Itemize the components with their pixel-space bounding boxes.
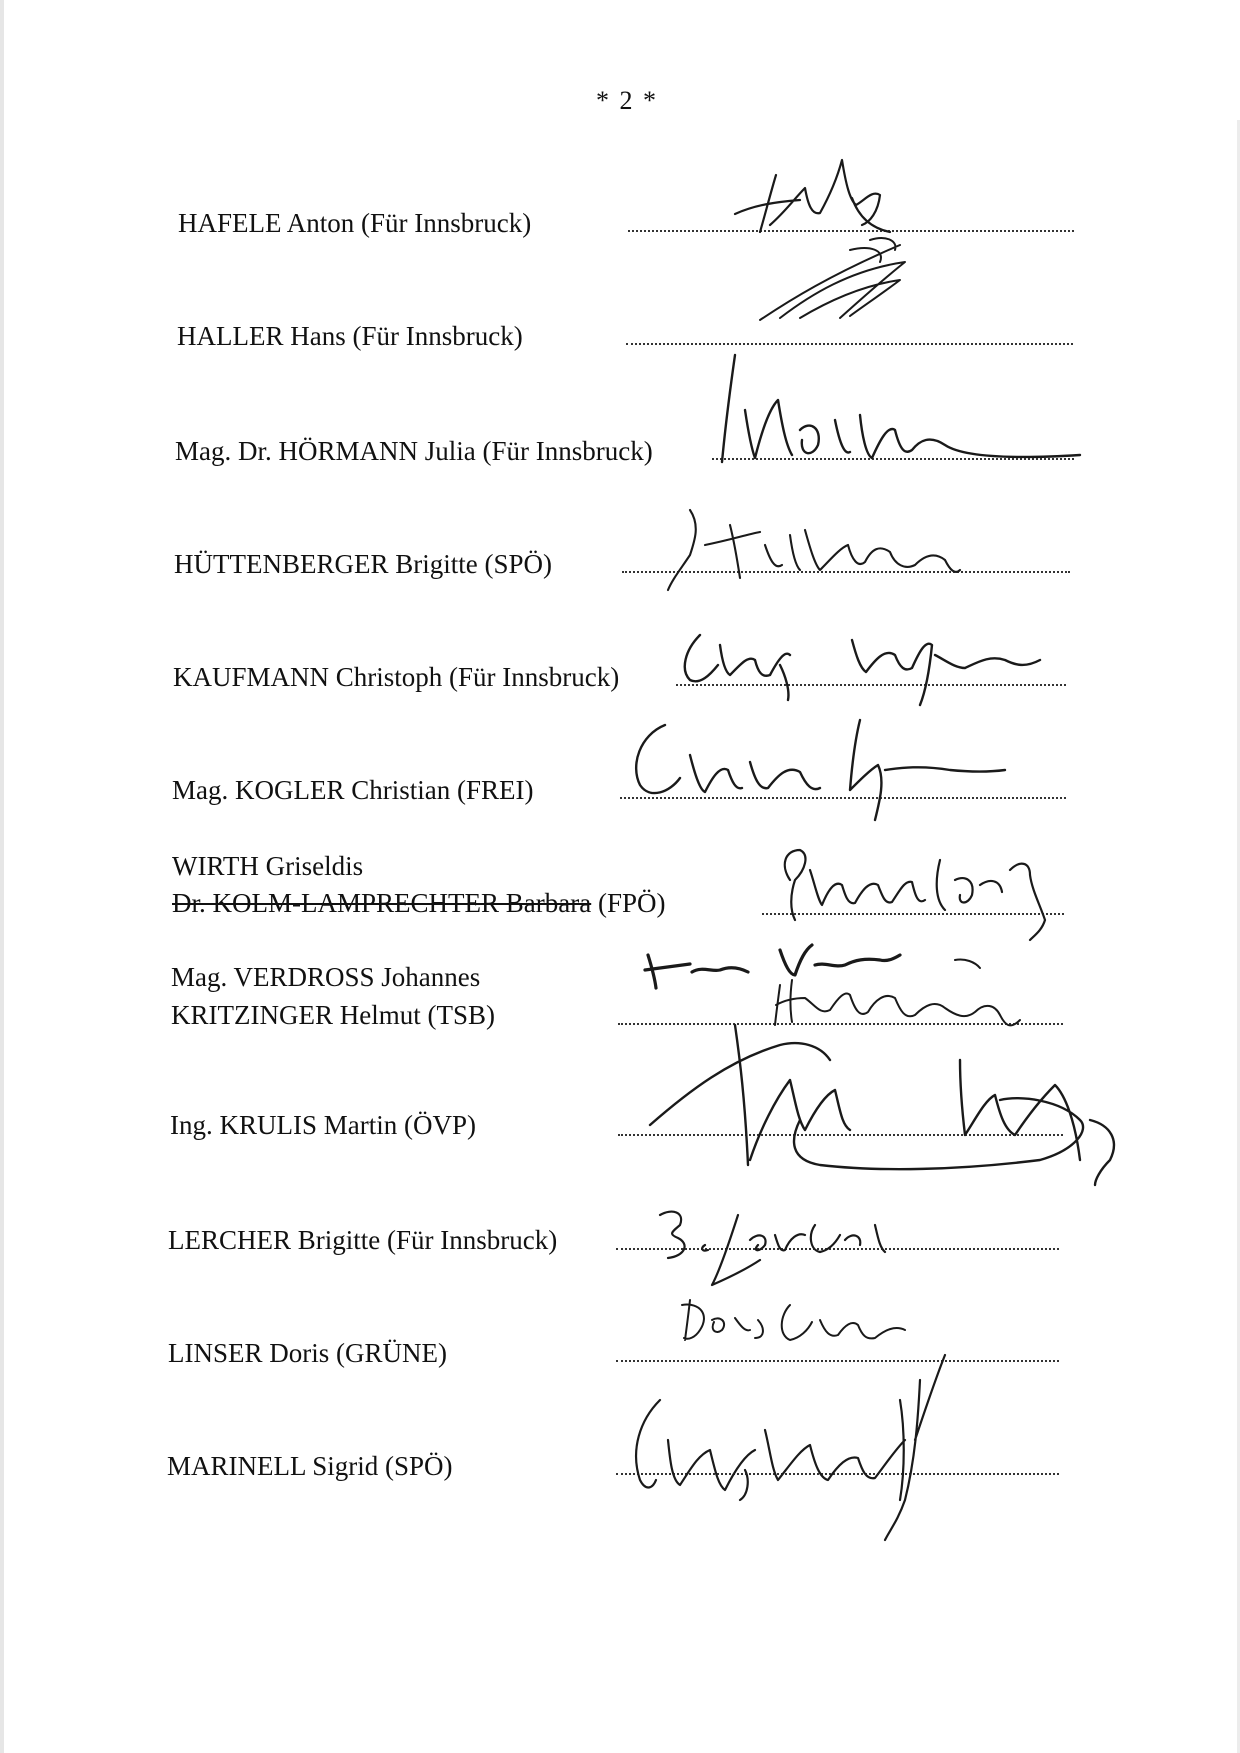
signatory-name-kaufmann: KAUFMANN Christoph (Für Innsbruck) [173, 662, 620, 692]
signature-line-verdross-kritzinger [618, 1023, 1063, 1025]
signatory-name-huettenberger: HÜTTENBERGER Brigitte (SPÖ) [174, 549, 552, 579]
signature-krulis [650, 1025, 1114, 1185]
signatory-name-hafele: HAFELE Anton (Für Innsbruck) [178, 208, 532, 238]
signature-huettenberger [668, 510, 960, 590]
signature-line-haller [626, 343, 1073, 345]
signature-line-kaufmann [676, 684, 1066, 686]
signature-linser [682, 1300, 905, 1340]
signatory-name-verdross: Mag. VERDROSS Johannes [171, 962, 481, 992]
signature-line-hafele [628, 230, 1074, 232]
page-number: * 2 * [596, 86, 658, 115]
signature-line-hoermann [712, 458, 1074, 460]
signatory-name-haller: HALLER Hans (Für Innsbruck) [177, 321, 523, 351]
signatory-name-kogler: Mag. KOGLER Christian (FREI) [172, 775, 534, 805]
signature-kaufmann [685, 635, 1040, 705]
signatory-name-wirth: WIRTH Griseldis [172, 851, 364, 881]
signatory-name-kritzinger: KRITZINGER Helmut (TSB) [171, 1000, 495, 1030]
signature-kritzinger [775, 959, 1020, 1025]
signatory-name-hoermann: Mag. Dr. HÖRMANN Julia (Für Innsbruck) [175, 436, 653, 466]
signature-marinell [636, 1355, 945, 1540]
signature-verdross [645, 945, 900, 988]
signatory-name-linser: LINSER Doris (GRÜNE) [168, 1338, 447, 1368]
signature-line-kogler [620, 797, 1066, 799]
scan-edge-left [0, 0, 4, 1753]
struck-name-kolm-lamprechter: Dr. KOLM-LAMPRECHTER Barbara [172, 888, 592, 918]
signature-line-huettenberger [622, 571, 1070, 573]
signature-line-krulis [618, 1134, 1063, 1136]
signatory-name-krulis: Ing. KRULIS Martin (ÖVP) [170, 1110, 476, 1140]
party-fpoe: (FPÖ) [591, 888, 666, 918]
signatory-name-marinell: MARINELL Sigrid (SPÖ) [167, 1451, 453, 1481]
signature-line-linser [616, 1360, 1059, 1362]
signature-line-lercher [616, 1248, 1059, 1250]
signature-hafele [735, 160, 890, 232]
signature-hoermann [722, 355, 1080, 462]
signature-kogler [636, 720, 1005, 820]
signature-haller [760, 238, 905, 320]
signature-wirth [785, 850, 1045, 940]
signatory-name-wirth-line2 [172, 884, 665, 922]
signature-line-marinell [616, 1473, 1059, 1475]
signature-line-wirth [762, 913, 1064, 915]
signatory-name-lercher: LERCHER Brigitte (Für Innsbruck) [168, 1225, 558, 1255]
